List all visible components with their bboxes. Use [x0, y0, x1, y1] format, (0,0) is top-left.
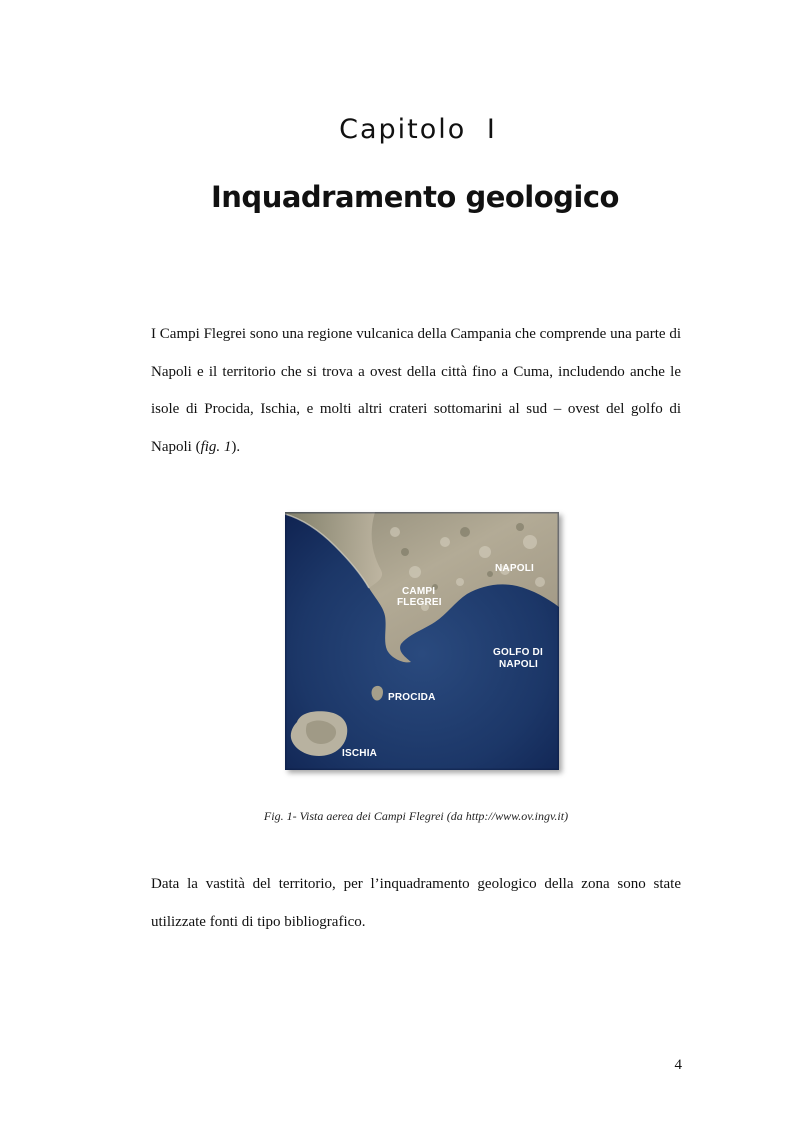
satellite-map-figure — [285, 512, 559, 770]
satellite-map-image — [285, 512, 559, 770]
intro-paragraph — [151, 316, 681, 466]
closing-paragraph: Data la vastità del territorio, per l’inquadramento geologico della zona sono state utilizzate fonti di tipo bibliografico. — [151, 876, 681, 930]
label-napoli: NAPOLI — [495, 563, 534, 574]
label-ischia: ISCHIA — [342, 748, 378, 759]
label-golfo-napoli: NAPOLI — [499, 659, 538, 670]
figure-reference: fig. 1 — [200, 438, 232, 455]
intro-text: I Campi Flegrei sono una regione vulcanica della Campania che comprende una parte di Napoli e il territorio che si trova a ovest della città fino a Cuma, includendo anche le isole di Procida, Ischia, e molti altri crateri sottomarini al sud – ovest del golfo di Napoli ( — [151, 326, 681, 455]
page-number: 4 — [674, 1057, 682, 1073]
chapter-label: Capitolo I — [339, 114, 497, 145]
label-procida: PROCIDA — [388, 692, 436, 703]
label-golfo: GOLFO DI — [493, 647, 543, 658]
intro-text-end: ). — [231, 438, 241, 455]
chapter-title: Inquadramento geologico — [211, 180, 619, 214]
figure-caption: Fig. 1- Vista aerea dei Campi Flegrei (da http://www.ov.ingv.it) — [263, 809, 569, 823]
label-campi: CAMPI — [402, 586, 436, 597]
label-flegrei: FLEGREI — [397, 597, 442, 608]
